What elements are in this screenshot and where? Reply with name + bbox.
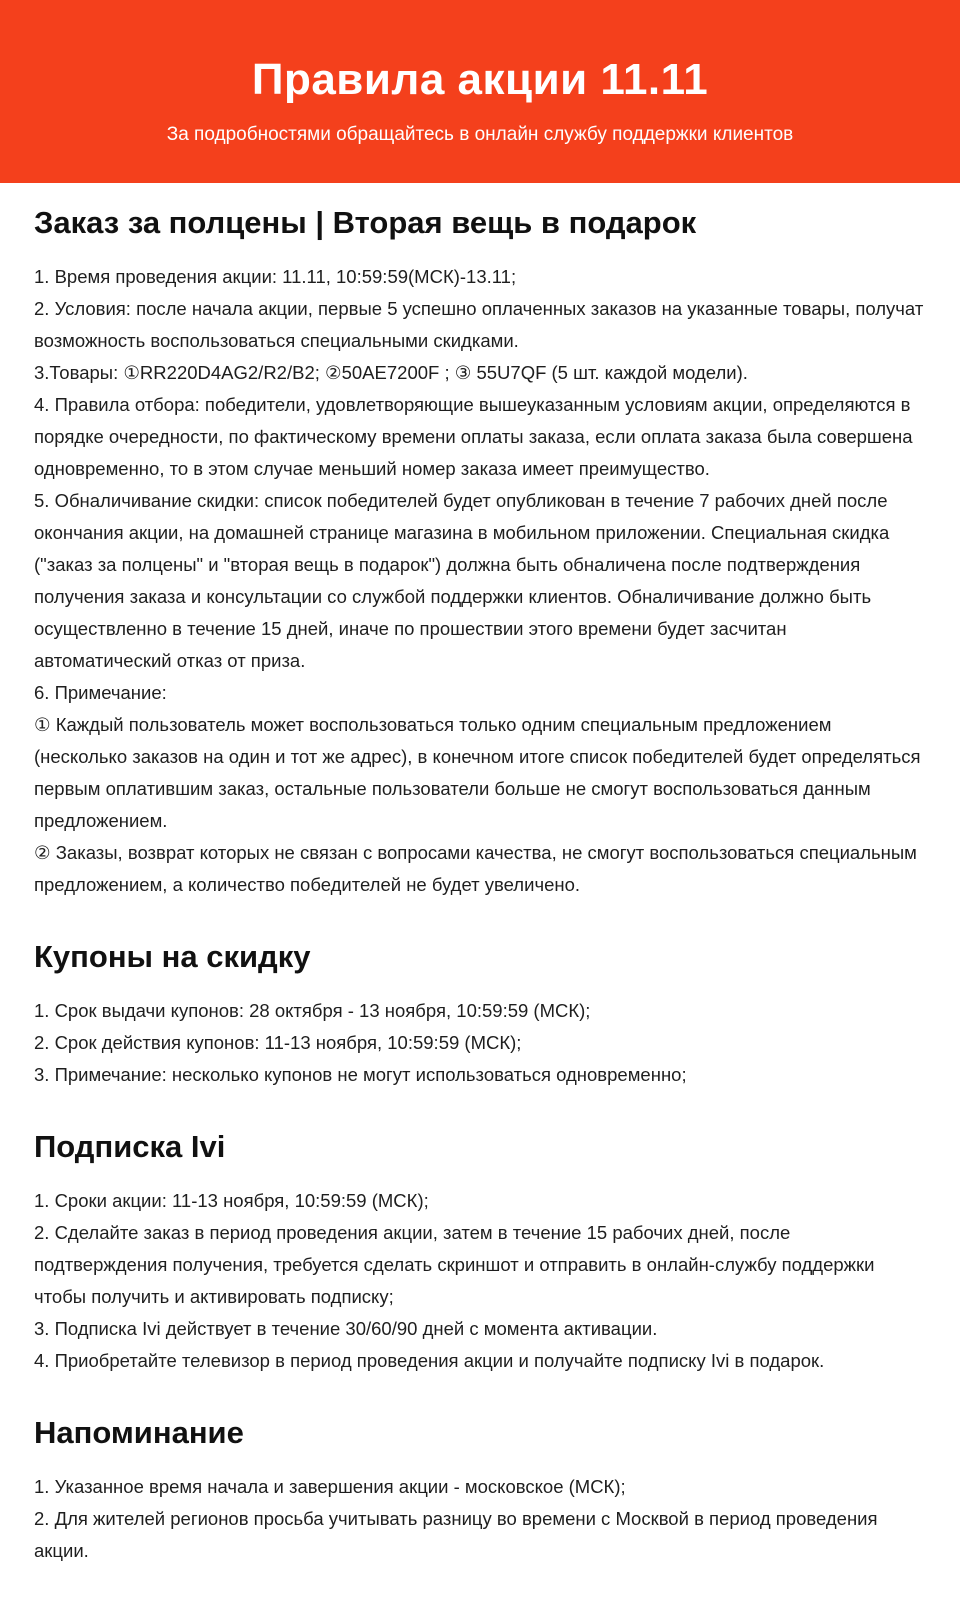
rule-line: 3. Примечание: несколько купонов не могут использоваться одновременно; xyxy=(34,1064,687,1085)
rule-line: 1. Указанное время начала и завершения акции - московское (МСК); xyxy=(34,1476,626,1497)
rule-line: 1. Время проведения акции: 11.11, 10:59:59(МСК)-13.11; xyxy=(34,266,517,287)
section-title: Заказ за полцены | Вторая вещь в подарок xyxy=(34,205,697,240)
rule-line: 2. Срок действия купонов: 11-13 ноября, 10:59:59 (МСК); xyxy=(34,1032,522,1053)
section-title: Купоны на скидку xyxy=(34,939,311,974)
promo-header xyxy=(0,0,960,183)
rule-line: 2. Сделайте заказ в период проведения акции, затем в течение 15 рабочих дней, после подтверждения получения, требуется сделать скриншот и отправить в онлайн-службу поддержки чтобы получить и активировать подписку; xyxy=(34,1222,875,1307)
rule-line: 6. Примечание: xyxy=(34,682,167,703)
section-body xyxy=(34,1471,928,1567)
section-half-price xyxy=(34,203,928,901)
rule-line: 1. Сроки акции: 11-13 ноября, 10:59:59 (МСК); xyxy=(34,1190,429,1211)
section-title: Подписка Ivi xyxy=(34,1129,226,1164)
section-body xyxy=(34,1185,928,1377)
rule-line: 4. Правила отбора: победители, удовлетворяющие вышеуказанным условиям акции, определяются в порядке очередности, по фактическому времени оплаты заказа, если оплата заказа была совершена одновременно, то в этом случае меньший номер заказа имеет преимущество. xyxy=(34,394,913,479)
rule-line: 3.Товары: ①RR220D4AG2/R2/B2; ②50AE7200F ; ③ 55U7QF (5 шт. каждой модели). xyxy=(34,362,748,383)
rule-line: ② Заказы, возврат которых не связан с вопросами качества, не смогут воспользоваться специальным предложением, а количество победителей не будет увеличено. xyxy=(34,842,917,895)
section-title: Напоминание xyxy=(34,1415,244,1450)
rules-content xyxy=(0,183,960,1567)
page-title: Правила акции 11.11 xyxy=(251,55,709,104)
section-coupons xyxy=(34,937,928,1091)
rule-line: ① Каждый пользователь может воспользоваться только одним специальным предложением (несколько заказов на один и тот же адрес), в конечном итоге список победителей будет определяться первым оплатившим заказ, остальные пользователи больше не смогут воспользоваться данным предложением. xyxy=(34,714,921,831)
rule-line: 5. Обналичивание скидки: список победителей будет опубликован в течение 7 рабочих дней после окончания акции, на домашней странице магазина в мобильном приложении. Специальная скидка ("заказ за полцены" и "вторая вещь в подарок") должна быть обналичена после подтверждения получения заказа и консультации со службой поддержки клиентов. Обналичивание должно быть осуществленно в течение 15 дней, иначе по прошествии этого времени будет засчитан автоматический отказ от приза. xyxy=(34,490,890,671)
section-body xyxy=(34,995,928,1091)
rule-line: 2. Для жителей регионов просьба учитывать разницу во времени с Москвой в период проведения акции. xyxy=(34,1508,878,1561)
section-body xyxy=(34,261,928,901)
section-reminder xyxy=(34,1413,928,1567)
section-ivi-subscription xyxy=(34,1127,928,1377)
page-subtitle: За подробностями обращайтесь в онлайн службу поддержки клиентов xyxy=(166,124,794,145)
rule-line: 3. Подписка Ivi действует в течение 30/60/90 дней с момента активации. xyxy=(34,1318,658,1339)
rule-line: 4. Приобретайте телевизор в период проведения акции и получайте подписку Ivi в подарок. xyxy=(34,1350,825,1371)
rule-line: 1. Срок выдачи купонов: 28 октября - 13 ноября, 10:59:59 (МСК); xyxy=(34,1000,591,1021)
rule-line: 2. Условия: после начала акции, первые 5 успешно оплаченных заказов на указанные товары, получат возможность воспользоваться специальными скидками. xyxy=(34,298,924,351)
